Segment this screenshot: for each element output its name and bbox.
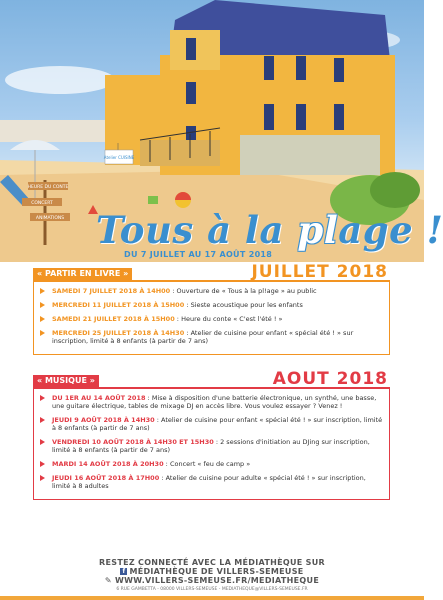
event-text: Atelier de cuisine pour enfant « spécial été ! » sur inscription, limité à 8 enfants (à partir de 7 ans) [52, 329, 354, 345]
list-item: VENDREDI 10 AOÛT 2018 À 14H30 ET 15H30 : 2 sessions d'initiation au DJing sur inscription, limité à 8 enfants (à partir de 7 ans) [40, 438, 383, 454]
list-item: SAMEDI 7 JUILLET 2018 À 14H00 : Ouverture de « Tous à la pl!age » au public [40, 287, 383, 295]
event-text: Concert « feu de camp » [169, 460, 251, 468]
facebook-icon: f [120, 568, 127, 575]
arrow-icon [40, 316, 45, 322]
section-juillet [33, 262, 390, 355]
arrow-icon [40, 439, 45, 445]
month-title: AOUT 2018 [272, 369, 388, 389]
arrow-icon [40, 461, 45, 467]
event-text: Atelier de cuisine pour enfant « spécial été ! » sur inscription, limité à 8 enfants (à partir de 7 ans) [52, 416, 383, 432]
list-item: MERCREDI 11 JUILLET 2018 À 15H00 : Sieste acoustique pour les enfants [40, 301, 383, 309]
event-text: Atelier de cuisine pour adulte « spécial été ! » sur inscription, limité à 8 adultes [52, 474, 366, 490]
website-label: WWW.VILLERS-SEMEUSE.FR/MEDIATHEQUE [115, 576, 320, 585]
section-aout [33, 369, 390, 500]
event-text: Sieste acoustique pour les enfants [190, 301, 303, 309]
arrow-icon [40, 302, 45, 308]
event-date: SAMEDI 7 JUILLET 2018 À 14H00 [52, 287, 171, 295]
list-item: JEUDI 16 AOÛT 2018 À 17H00 : Atelier de cuisine pour adulte « spécial été ! » sur inscription, limité à 8 adultes [40, 474, 383, 490]
event-date: SAMEDI 21 JUILLET 2018 À 15H00 [52, 315, 175, 323]
title-part-pl: pl [297, 208, 339, 252]
arrow-icon [40, 330, 45, 336]
section-tag: « PARTIR EN LIVRE » [33, 268, 132, 280]
sign-animations: ANIMATIONS [35, 216, 65, 221]
event-list [33, 389, 390, 500]
event-date: MERCREDI 25 JUILLET 2018 À 14H30 [52, 329, 185, 337]
section-header [33, 369, 390, 389]
footer-website[interactable] [0, 576, 424, 585]
event-date: JEUDI 9 AOÛT 2018 À 14H30 [52, 416, 155, 424]
facebook-label: MÉDIATHÈQUE DE VILLERS-SEMEUSE [129, 567, 304, 576]
title-part-2: age ! [338, 208, 443, 252]
event-date: VENDREDI 10 AOÛT 2018 À 14H30 ET 15H30 [52, 438, 214, 446]
list-item: JEUDI 9 AOÛT 2018 À 14H30 : Atelier de cuisine pour enfant « spécial été ! » sur inscription, limité à 8 enfants (à partir de 7 ans) [40, 416, 383, 432]
list-item: MERCREDI 25 JUILLET 2018 À 14H30 : Atelier de cuisine pour enfant « spécial été ! » sur inscription, limité à 8 enfants (à partir de 7 ans) [40, 329, 383, 345]
list-item: DU 1ER AU 14 AOÛT 2018 : Mise à disposition d'une batterie électronique, un synthé, une basse, une guitare électrique, tables de mixage DJ en accès libre. Vous voulez essayer ? Venez ! [40, 394, 383, 410]
arrow-icon [40, 417, 45, 423]
arrow-icon [40, 475, 45, 481]
hanging-sign-text: Atelier CUISINE [103, 155, 135, 160]
event-date: DU 1ER AU 14 AOÛT 2018 [52, 394, 146, 402]
bottom-bar [0, 596, 424, 600]
section-tag: « MUSIQUE » [33, 375, 99, 387]
globe-icon: ✎ [104, 576, 115, 585]
page-title [96, 208, 443, 252]
sign-concert: CONCERT [31, 201, 53, 206]
footer [0, 558, 424, 592]
arrow-icon [40, 395, 45, 401]
title-part-1: Tous à la [96, 208, 298, 252]
event-date: JEUDI 16 AOÛT 2018 À 17H00 [52, 474, 160, 482]
event-date: MARDI 14 AOÛT 2018 À 20H30 [52, 460, 164, 468]
date-range: DU 7 JUILLET AU 17 AOÛT 2018 [124, 250, 273, 259]
list-item: SAMEDI 21 JUILLET 2018 À 15H00 : Heure du conte « C'est l'été ! » [40, 315, 383, 323]
month-title: JUILLET 2018 [251, 262, 388, 282]
event-text: Mise à disposition d'une batterie électronique, un synthé, une basse, une guitare électrique, tables de mixage DJ en accès libre. Vous voulez essayer ? Venez ! [52, 394, 377, 410]
event-text: Heure du conte « C'est l'été ! » [181, 315, 283, 323]
list-item: MARDI 14 AOÛT 2018 À 20H30 : Concert « feu de camp » [40, 460, 383, 468]
sign-heure-du-conte: HEURE DU CONTE [27, 185, 69, 190]
event-text: Ouverture de « Tous à la pl!age » au public [176, 287, 317, 295]
event-list [33, 282, 390, 355]
event-text: 2 sessions d'initiation au DJing sur inscription, limité à 8 enfants (à partir de 7 ans) [52, 438, 370, 454]
footer-connect: RESTEZ CONNECTÉ AVEC LA MÉDIATHÈQUE SUR [99, 558, 325, 567]
footer-address: 6 RUE GAMBETTA - 08000 VILLERS-SEMEUSE - MEDIATHEQUE@VILLERS-SEMEUSE.FR [116, 587, 308, 592]
footer-facebook[interactable] [0, 567, 424, 576]
arrow-icon [40, 288, 45, 294]
event-date: MERCREDI 11 JUILLET 2018 À 15H00 [52, 301, 185, 309]
section-header [33, 262, 390, 282]
